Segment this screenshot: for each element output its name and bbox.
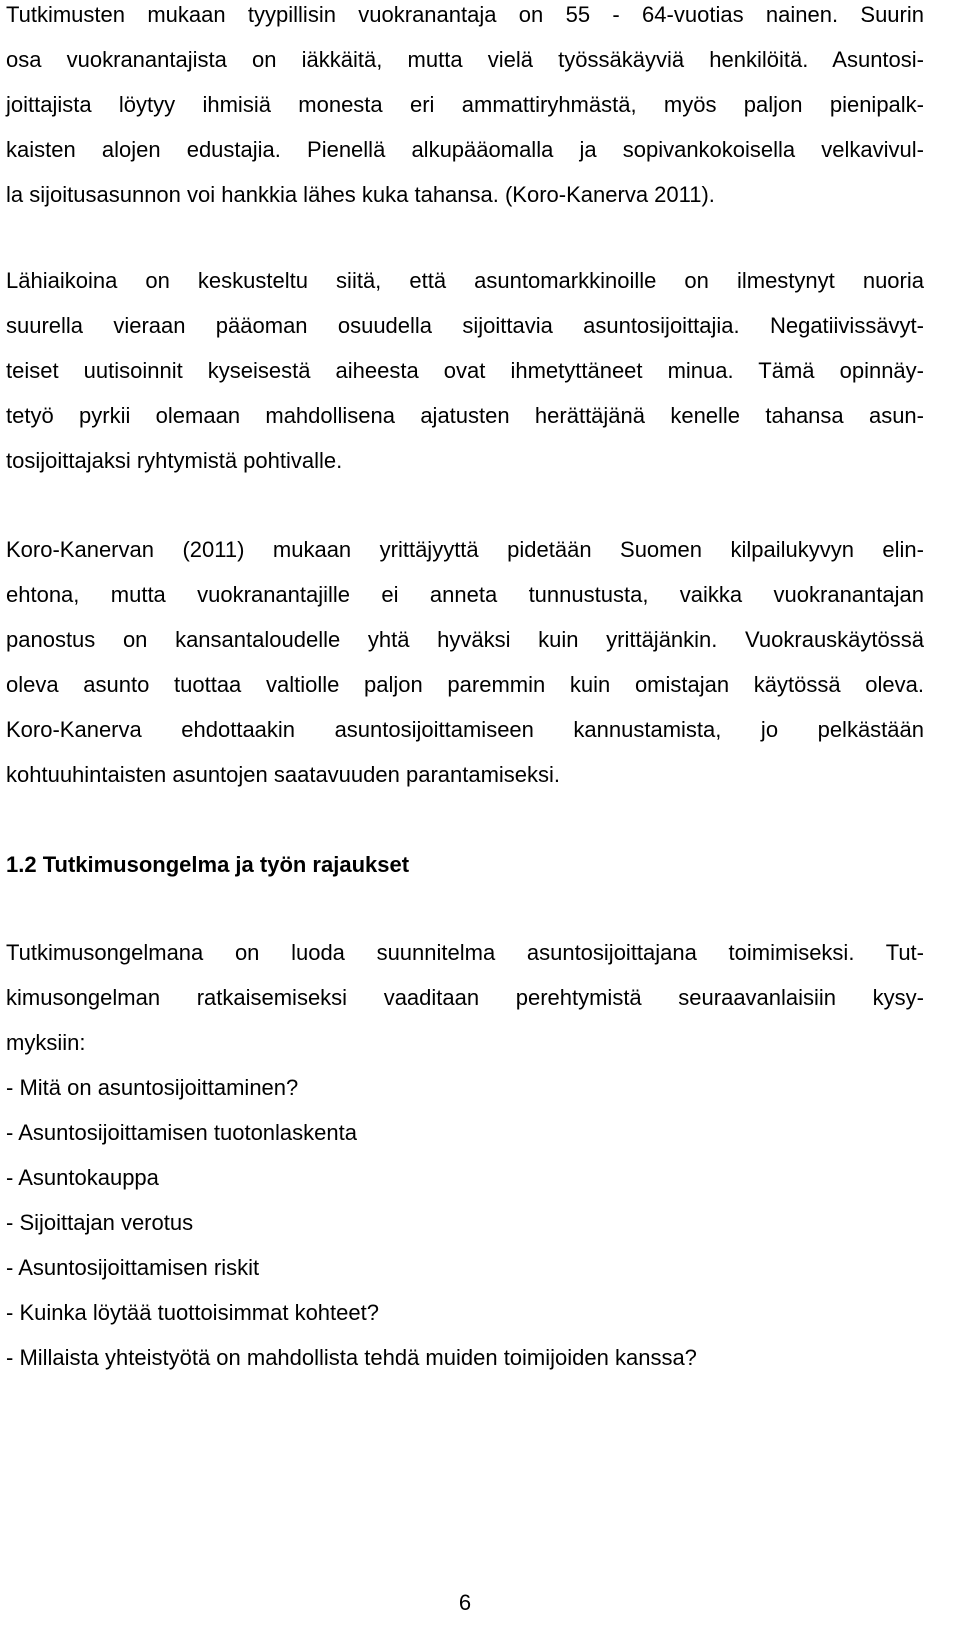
paragraph-landlord-profile bbox=[6, 0, 924, 217]
text-line: Koro-Kanerva ehdottaakin asuntosijoittamiseen kannustamista, jo pelkästään bbox=[6, 717, 924, 742]
list-item: - Asuntokauppa bbox=[6, 1165, 159, 1190]
text-line: oleva asunto tuottaa valtiolle paljon paremmin kuin omistajan käytössä oleva. bbox=[6, 672, 924, 697]
text-line: kohtuuhintaisten asuntojen saatavuuden parantamiseksi. bbox=[6, 762, 561, 787]
list-item: - Asuntosijoittamisen riskit bbox=[6, 1255, 260, 1280]
text-line: Lähiaikoina on keskusteltu siitä, että asuntomarkkinoille on ilmestynyt nuoria bbox=[6, 268, 924, 293]
text-line: joittajista löytyy ihmisiä monesta eri ammattiryhmästä, myös paljon pienipalk- bbox=[6, 92, 924, 117]
text-line: la sijoitusasunnon voi hankkia lähes kuka tahansa. (Koro-Kanerva 2011). bbox=[6, 182, 715, 207]
text-line: tosijoittajaksi ryhtymistä pohtivalle. bbox=[6, 448, 343, 473]
page-number: 6 bbox=[458, 1590, 472, 1615]
list-item: - Mitä on asuntosijoittaminen? bbox=[6, 1075, 299, 1100]
text-line: Tutkimusten mukaan tyypillisin vuokranantaja on 55 - 64-vuotias nainen. Suurin bbox=[6, 2, 924, 27]
paragraph-research-problem bbox=[6, 930, 924, 1065]
text-line: Tutkimusongelmana on luoda suunnitelma asuntosijoittajana toimimiseksi. Tut- bbox=[6, 940, 924, 965]
text-line: teiset uutisoinnit kyseisestä aiheesta ovat ihmetyttäneet minua. Tämä opinnäy- bbox=[6, 358, 924, 383]
paragraph-entrepreneurship bbox=[6, 527, 924, 797]
text-line: panostus on kansantaloudelle yhtä hyväksi kuin yrittäjänkin. Vuokrauskäytössä bbox=[6, 627, 924, 652]
text-line: osa vuokranantajista on iäkkäitä, mutta vielä työssäkäyviä henkilöitä. Asuntosi- bbox=[6, 47, 924, 72]
text-line: kimusongelman ratkaisemiseksi vaaditaan perehtymistä seuraavanlaisiin kysy- bbox=[6, 985, 924, 1010]
text-line: myksiin: bbox=[6, 1030, 86, 1055]
section-heading: 1.2 Tutkimusongelma ja työn rajaukset bbox=[6, 852, 410, 877]
list-item: - Kuinka löytää tuottoisimmat kohteet? bbox=[6, 1300, 379, 1325]
list-item: - Asuntosijoittamisen tuotonlaskenta bbox=[6, 1120, 357, 1145]
text-line: suurella vieraan pääoman osuudella sijoittavia asuntosijoittajia. Negatiivissävyt- bbox=[6, 313, 924, 338]
text-line: tetyö pyrkii olemaan mahdollisena ajatusten herättäjänä kenelle tahansa asun- bbox=[6, 403, 924, 428]
list-item: - Sijoittajan verotus bbox=[6, 1210, 194, 1235]
research-questions-list bbox=[6, 1065, 697, 1380]
paragraph-recent-discussion bbox=[6, 258, 924, 483]
text-line: Koro-Kanervan (2011) mukaan yrittäjyyttä pidetään Suomen kilpailukyvyn elin- bbox=[6, 537, 924, 562]
text-line: kaisten alojen edustajia. Pienellä alkupääomalla ja sopivankokoisella velkavivul- bbox=[6, 137, 924, 162]
text-line: ehtona, mutta vuokranantajille ei anneta tunnustusta, vaikka vuokranantajan bbox=[6, 582, 924, 607]
list-item: - Millaista yhteistyötä on mahdollista tehdä muiden toimijoiden kanssa? bbox=[6, 1345, 697, 1370]
